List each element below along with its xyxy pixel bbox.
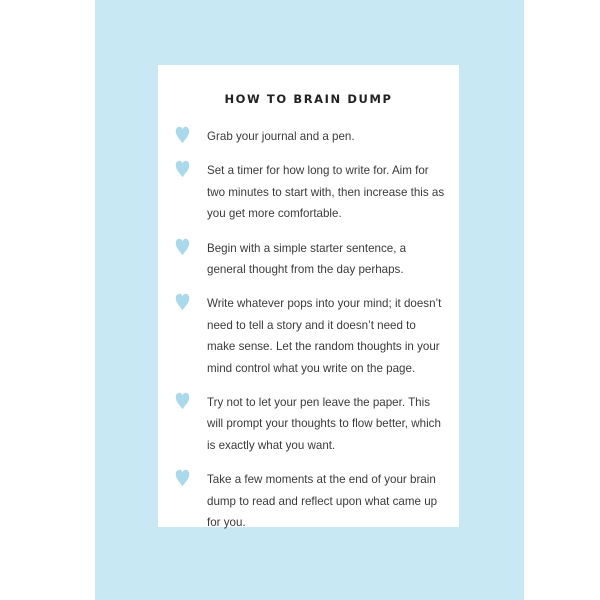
heart-icon xyxy=(175,238,190,256)
steps-list xyxy=(158,126,459,547)
list-item xyxy=(158,160,459,224)
heart-icon xyxy=(175,392,190,410)
card-title: HOW TO BRAIN DUMP xyxy=(224,92,393,106)
step-text: Begin with a simple starter sentence, a general thought from the day perhaps. xyxy=(207,241,407,277)
step-text: Take a few moments at the end of your brain dump to read and reflect upon what came up for you. xyxy=(207,473,438,530)
list-item xyxy=(158,392,459,456)
step-text: Write whatever pops into your mind; it doesn’t need to tell a story and it doesn’t need to make sense. Let the random thoughts in your mind control what you write on the page. xyxy=(207,297,442,375)
list-item xyxy=(158,238,459,281)
heart-icon xyxy=(175,293,190,311)
list-item xyxy=(158,469,459,533)
list-item xyxy=(158,293,459,379)
list-item xyxy=(158,126,459,147)
step-text: Set a timer for how long to write for. Aim for two minutes to start with, then increase this as you get more comfortable. xyxy=(207,164,445,221)
heart-icon xyxy=(175,469,190,487)
step-text: Grab your journal and a pen. xyxy=(207,130,355,143)
step-text: Try not to let your pen leave the paper. This will prompt your thoughts to flow better, which is exactly what you want. xyxy=(207,396,441,452)
heart-icon xyxy=(175,126,190,144)
heart-icon xyxy=(175,160,190,178)
instruction-card xyxy=(158,65,459,530)
